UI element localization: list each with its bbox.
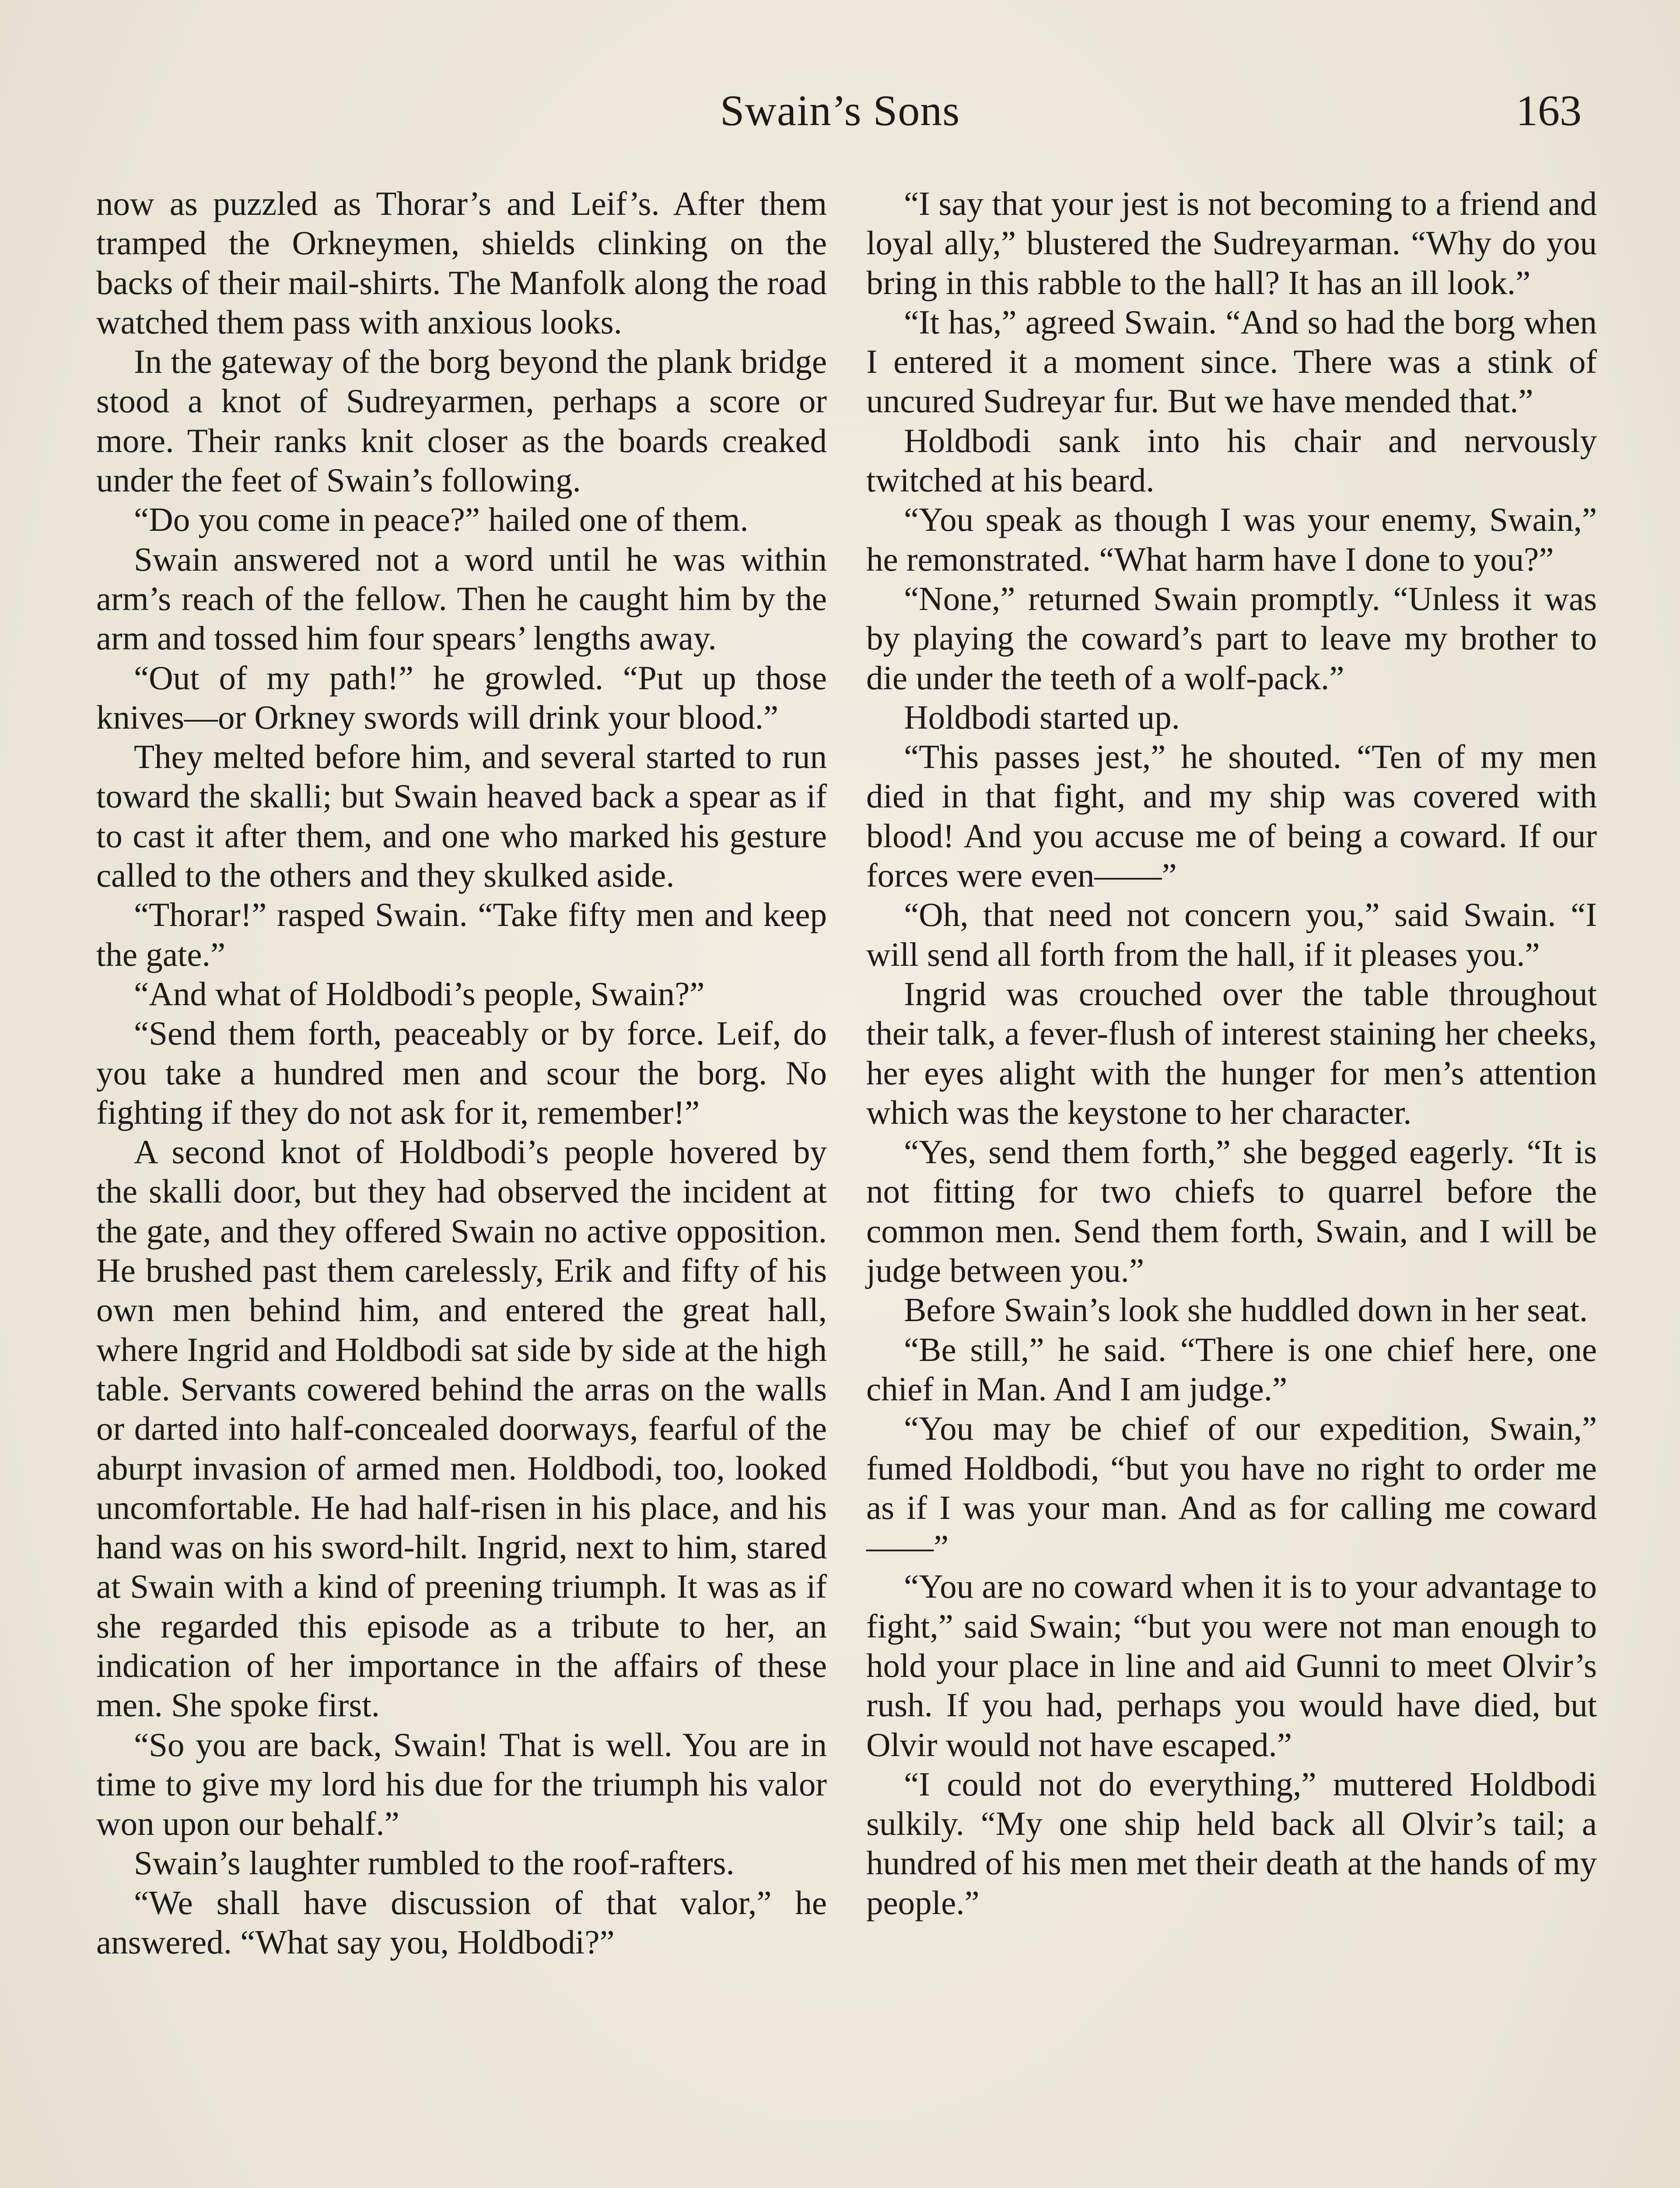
paragraph: “I could not do everything,” muttered Holdbodi sulkily. “My one ship held back all Olvir’s tail; a hundred of his men met their death at the hands of my people.” (866, 1765, 1597, 1922)
paragraph: “And what of Holdbodi’s people, Swain?” (134, 975, 705, 1013)
paragraph: They melted before him, and several started to run toward the skalli; but Swain heaved back a spear as if to cast it after them, and one who marked his gesture called to the others and they skulked aside. (96, 738, 827, 894)
paragraph: “You speak as though I was your enemy, Swain,” he remonstrated. “What harm have I done to you?” (866, 501, 1597, 578)
paragraph: “Be still,” he said. “There is one chief here, one chief in Man. And I am judge.” (866, 1330, 1597, 1408)
paragraph: “Thorar!” rasped Swain. “Take fifty men and keep the gate.” (96, 896, 827, 973)
paragraph: “This passes jest,” he shouted. “Ten of my men died in that fight, and my ship was covered with blood! And you accuse me of being a coward. If our forces were even——” (866, 738, 1597, 894)
paragraph: Holdbodi started up. (904, 698, 1180, 736)
right-column (866, 184, 1597, 2188)
paragraph: “Oh, that need not concern you,” said Swain. “I will send all forth from the hall, if it pleases you.” (866, 896, 1597, 973)
paragraph: “You are no coward when it is to your advantage to fight,” said Swain; “but you were not man enough to hold your place in line and aid Gunni to meet Olvir’s rush. If you had, perhaps you would have died, but Olvir would not have escaped.” (866, 1567, 1597, 1764)
paragraph: “So you are back, Swain! That is well. You are in time to give my lord his due for the triumph his valor won upon our behalf.” (96, 1725, 827, 1843)
paragraph: “Yes, send them forth,” she begged eagerly. “It is not fitting for two chiefs to quarrel before the common men. Send them forth, Swain, and I will be judge between you.” (866, 1133, 1597, 1290)
page-number: 163 (1516, 86, 1582, 135)
paragraph: Swain’s laughter rumbled to the roof-rafters. (134, 1844, 735, 1882)
paragraph: “You may be chief of our expedition, Swain,” fumed Holdbodi, “but you have no right to order me as if I was your man. And as for calling me coward——” (866, 1410, 1597, 1566)
paragraph: “I say that your jest is not becoming to a friend and loyal ally,” blustered the Sudreyarman. “Why do you bring in this rabble to the hall? It has an ill look.” (866, 185, 1597, 302)
running-title: Swain’s Sons (720, 86, 960, 135)
paragraph: “It has,” agreed Swain. “And so had the borg when I entered it a moment since. There was a stink of uncured Sudreyar fur. But we have mended that.” (866, 303, 1597, 420)
paragraph: “Do you come in peace?” hailed one of them. (134, 501, 749, 539)
paragraph: Ingrid was crouched over the table throughout their talk, a fever-flush of interest staining her cheeks, her eyes alight with the hunger for men’s attention which was the keystone to her character. (866, 975, 1597, 1131)
paragraph: now as puzzled as Thorar’s and Leif’s. After them tramped the Orkneymen, shields clinking on the backs of their mail-shirts. The Manfolk along the road watched them pass with anxious looks. (96, 185, 827, 341)
paragraph: A second knot of Holdbodi’s people hovered by the skalli door, but they had observed the incident at the gate, and they offered Swain no active opposition. He brushed past them carelessly, Erik and fifty of his own men behind him, and entered the great hall, where Ingrid and Holdbodi sat side by side at the high table. Servants cowered behind the arras on the walls or darted into half-concealed doorways, fearful of the aburpt invasion of armed men. Holdbodi, too, looked uncomfortable. He had half-risen in his place, and his hand was on his sword-hilt. Ingrid, next to him, stared at Swain with a kind of preening triumph. It was as if she regarded this episode as a tribute to her, an indication of her importance in the affairs of these men. She spoke first. (96, 1133, 827, 1724)
paragraph: Swain answered not a word until he was within arm’s reach of the fellow. Then he caught him by the arm and tossed him four spears’ lengths away. (96, 540, 827, 657)
paragraph: “Out of my path!” he growled. “Put up those knives—or Orkney swords will drink your blood.” (96, 659, 827, 736)
paragraph: In the gateway of the borg beyond the plank bridge stood a knot of Sudreyarmen, perhaps a score or more. Their ranks knit closer as the boards creaked under the feet of Swain’s following. (96, 343, 827, 499)
paragraph: “None,” returned Swain promptly. “Unless it was by playing the coward’s part to leave my brother to die under the teeth of a wolf-pack.” (866, 579, 1597, 697)
page-header (0, 77, 1680, 147)
paragraph: Before Swain’s look she huddled down in her seat. (904, 1291, 1588, 1329)
left-column (96, 184, 827, 2188)
paragraph: “Send them forth, peaceably or by force. Leif, do you take a hundred men and scour the borg. No fighting if they do not ask for it, remember!” (96, 1014, 827, 1131)
text-columns (90, 184, 1597, 2188)
paragraph: “We shall have discussion of that valor,” he answered. “What say you, Holdbodi?” (96, 1883, 827, 1961)
paragraph: Holdbodi sank into his chair and nervously twitched at his beard. (866, 421, 1597, 499)
